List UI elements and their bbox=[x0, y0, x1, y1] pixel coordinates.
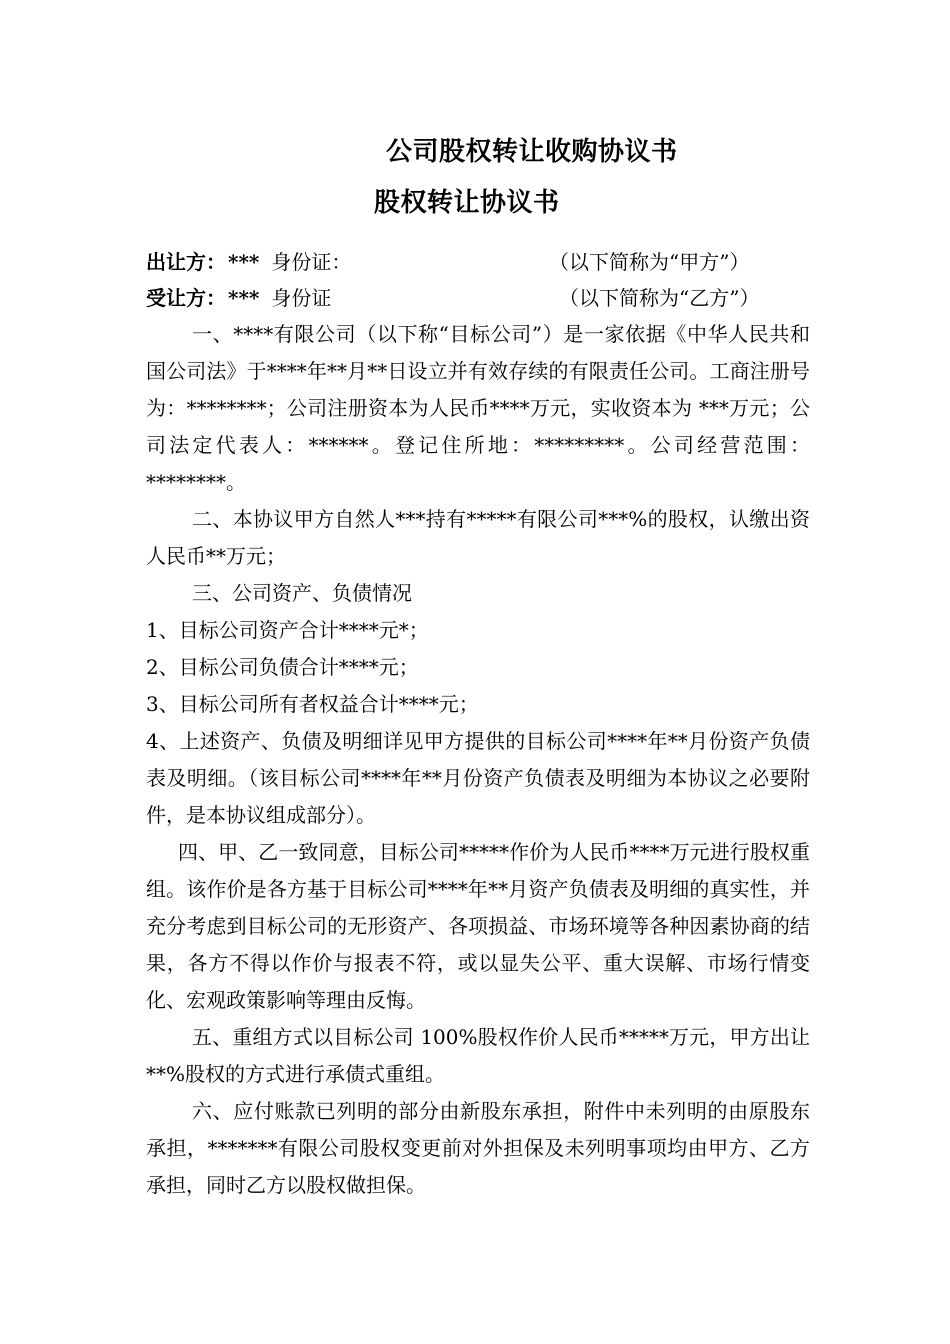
clause-two: 二、本协议甲方自然人***持有*****有限公司***%的股权，认缴出资人民币**万元； bbox=[146, 507, 810, 568]
party-a-id-label: 身份证： bbox=[271, 250, 352, 274]
agreement-body bbox=[146, 316, 810, 1204]
document-title: 公司股权转让收购协议书 bbox=[386, 137, 678, 167]
clause-four: 四、甲、乙一致同意，目标公司*****作价为人民币****万元进行股权重组。该作价是各方基于目标公司****年**月资产负债表及明细的真实性，并充分考虑到目标公司的无形资产、各项损益、市场环境等各种因素协商的结果，各方不得以作价与报表不符，或以显失公平、重大误解、市场行情变化、宏观政策影响等理由反悔。 bbox=[146, 840, 810, 1012]
clause-three-item-1: 1、目标公司资产合计****元*； bbox=[146, 618, 429, 642]
party-a-role: 出让方： bbox=[146, 250, 226, 274]
party-a-alias: （以下简称为“甲方”） bbox=[549, 250, 750, 274]
clause-three-heading: 三、公司资产、负债情况 bbox=[192, 581, 412, 605]
party-a-line bbox=[146, 247, 750, 277]
clause-six: 六、应付账款已列明的部分由新股东承担，附件中未列明的由原股东承担，*******有限公司股权变更前对外担保及未列明事项均由甲方、乙方承担，同时乙方以股权做担保。 bbox=[146, 1099, 810, 1197]
clause-five: 五、重组方式以目标公司 100%股权作价人民币*****万元，甲方出让**%股权的方式进行承债式重组。 bbox=[146, 1025, 810, 1086]
party-b-name: *** bbox=[228, 286, 260, 310]
party-b-id-label: 身份证 bbox=[271, 286, 332, 310]
party-b-alias: （以下简称为“乙方”） bbox=[559, 286, 760, 310]
clause-three-item-4: 4、上述资产、负债及明细详见甲方提供的目标公司****年**月份资产负债表及明细。（该目标公司****年**月份资产负债表及明细为本协议之必要附件，是本协议组成部分）。 bbox=[146, 729, 810, 827]
party-a-name: *** bbox=[228, 250, 260, 274]
clause-three-item-3: 3、目标公司所有者权益合计****元； bbox=[146, 692, 479, 716]
clause-three-item-2: 2、目标公司负债合计****元； bbox=[146, 655, 419, 679]
party-b-role: 受让方： bbox=[146, 286, 226, 310]
clause-one: 一、****有限公司（以下称“目标公司”）是一家依据《中华人民共和国公司法》于****年**月**日设立并有效存续的有限责任公司。工商注册号为：********；公司注册资本为人民币****万元，实收资本为 ***万元；公司法定代表人：******。登记住所地：*********。公司经营范围：********。 bbox=[146, 322, 810, 494]
document-subtitle: 股权转让协议书 bbox=[374, 188, 560, 218]
party-b-line bbox=[146, 283, 760, 313]
